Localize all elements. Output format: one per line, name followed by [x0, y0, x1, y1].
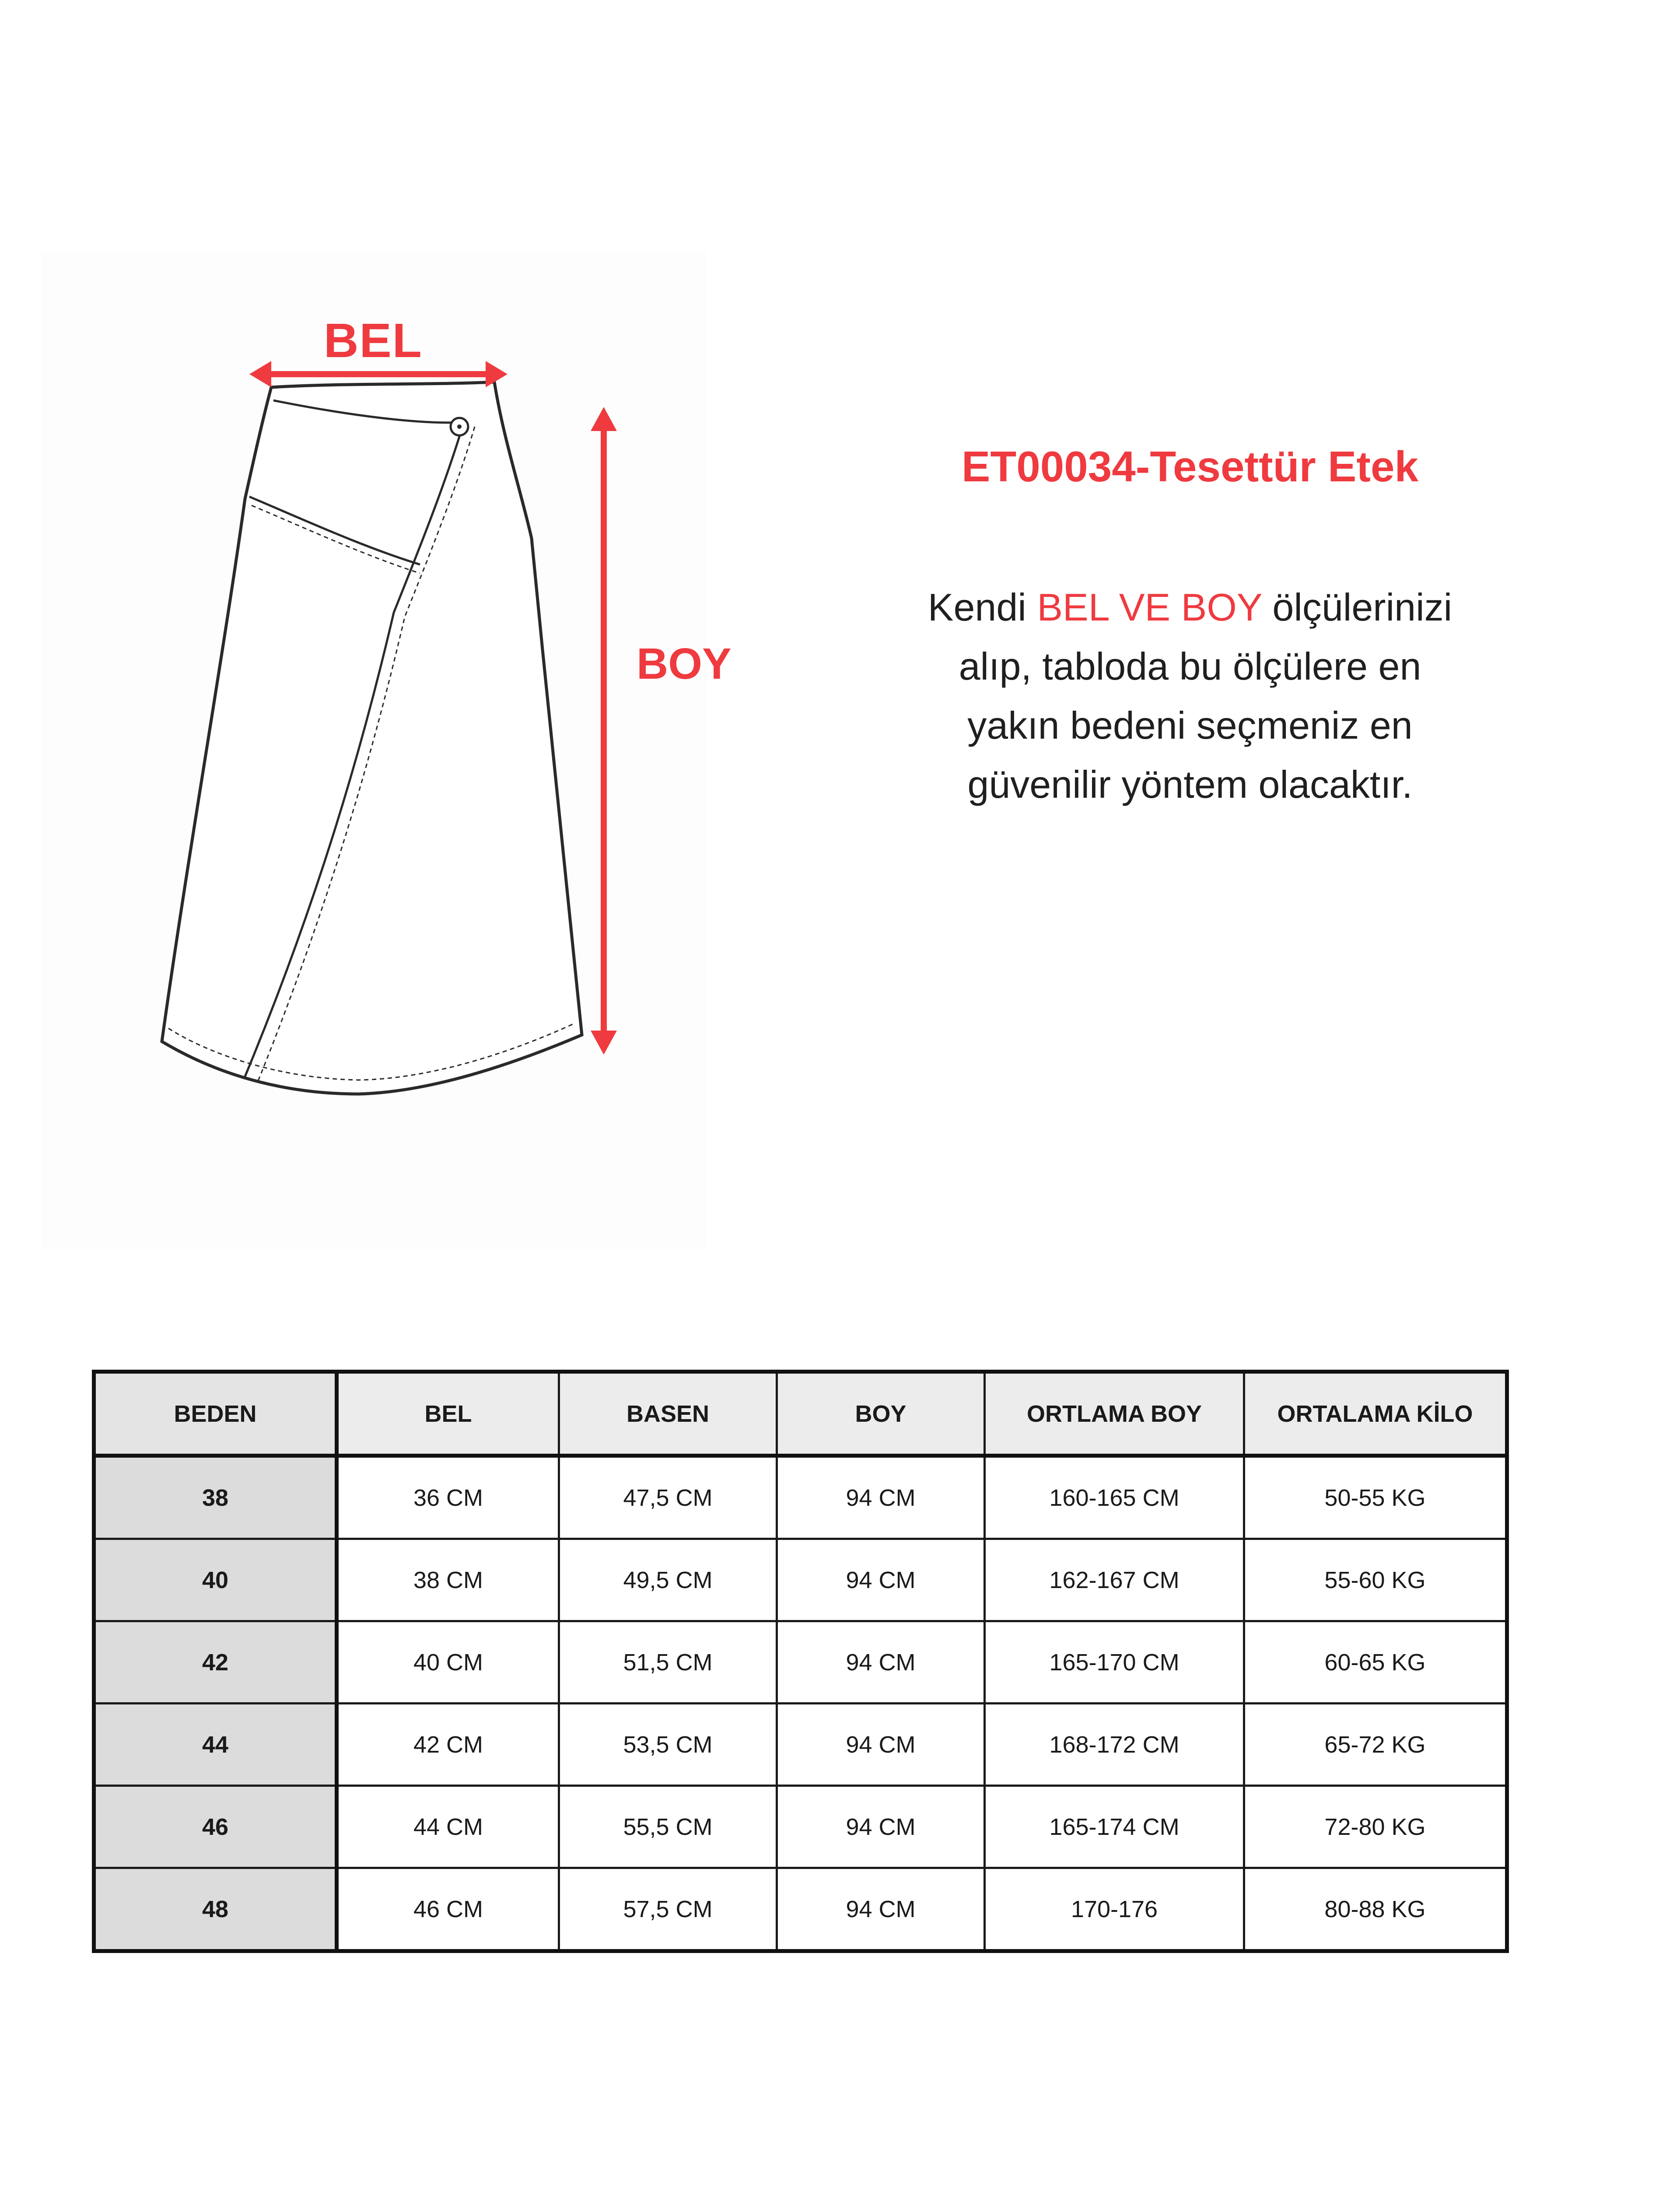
cell-ortalama-kilo: 72-80 KG [1244, 1786, 1507, 1868]
cell-basen: 55,5 CM [559, 1786, 777, 1868]
cell-beden: 44 [94, 1704, 337, 1786]
table-row [94, 1539, 1507, 1621]
header-beden: BEDEN [94, 1372, 337, 1456]
table-row [94, 1621, 1507, 1704]
table-row [94, 1456, 1507, 1539]
cell-basen: 57,5 CM [559, 1868, 777, 1951]
cell-ortalama-kilo: 55-60 KG [1244, 1539, 1507, 1621]
cell-bel: 42 CM [337, 1704, 559, 1786]
instructions-line-3: yakın bedeni seçmeniz en [967, 704, 1413, 747]
cell-ortalama-kilo: 50-55 KG [1244, 1456, 1507, 1539]
cell-ortlama-boy: 168-172 CM [985, 1704, 1244, 1786]
cell-beden: 48 [94, 1868, 337, 1951]
table-row [94, 1704, 1507, 1786]
instructions-line-4: güvenilir yöntem olacaktır. [967, 763, 1413, 806]
cell-ortlama-boy: 160-165 CM [985, 1456, 1244, 1539]
cell-boy: 94 CM [777, 1704, 985, 1786]
instructions-text [822, 578, 1558, 814]
cell-basen: 47,5 CM [559, 1456, 777, 1539]
cell-bel: 40 CM [337, 1621, 559, 1704]
cell-beden: 38 [94, 1456, 337, 1539]
size-table [92, 1370, 1509, 1953]
cell-beden: 40 [94, 1539, 337, 1621]
cell-ortlama-boy: 162-167 CM [985, 1539, 1244, 1621]
header-bel: BEL [337, 1372, 559, 1456]
cell-ortalama-kilo: 65-72 KG [1244, 1704, 1507, 1786]
cell-boy: 94 CM [777, 1621, 985, 1704]
table-row [94, 1786, 1507, 1868]
cell-bel: 38 CM [337, 1539, 559, 1621]
boy-arrow [591, 407, 617, 1055]
table-row [94, 1868, 1507, 1951]
cell-boy: 94 CM [777, 1786, 985, 1868]
cell-boy: 94 CM [777, 1868, 985, 1951]
instructions-line-2: alıp, tabloda bu ölçülere en [959, 645, 1421, 688]
boy-label: BOY [637, 639, 732, 688]
cell-basen: 51,5 CM [559, 1621, 777, 1704]
cell-bel: 36 CM [337, 1456, 559, 1539]
header-boy: BOY [777, 1372, 985, 1456]
header-ortalama-kilo: ORTALAMA KİLO [1244, 1372, 1507, 1456]
skirt-outline [162, 382, 582, 1094]
header-basen: BASEN [559, 1372, 777, 1456]
cell-boy: 94 CM [777, 1456, 985, 1539]
header-ortlama-boy: ORTLAMA BOY [985, 1372, 1244, 1456]
cell-bel: 44 CM [337, 1786, 559, 1868]
cell-ortlama-boy: 165-174 CM [985, 1786, 1244, 1868]
cell-boy: 94 CM [777, 1539, 985, 1621]
product-title: ET00034-Tesettür Etek [962, 442, 1418, 491]
instructions-line-1: Kendi BEL VE BOY ölçülerinizi [928, 586, 1452, 629]
table-header-row [94, 1372, 1507, 1456]
cell-ortalama-kilo: 60-65 KG [1244, 1621, 1507, 1704]
cell-beden: 46 [94, 1786, 337, 1868]
cell-ortalama-kilo: 80-88 KG [1244, 1868, 1507, 1951]
bel-label: BEL [324, 314, 423, 368]
cell-beden: 42 [94, 1621, 337, 1704]
cell-ortlama-boy: 165-170 CM [985, 1621, 1244, 1704]
cell-basen: 53,5 CM [559, 1704, 777, 1786]
cell-ortlama-boy: 170-176 [985, 1868, 1244, 1951]
instructions-highlight: BEL VE BOY [1037, 586, 1262, 629]
cell-basen: 49,5 CM [559, 1539, 777, 1621]
cell-bel: 46 CM [337, 1868, 559, 1951]
